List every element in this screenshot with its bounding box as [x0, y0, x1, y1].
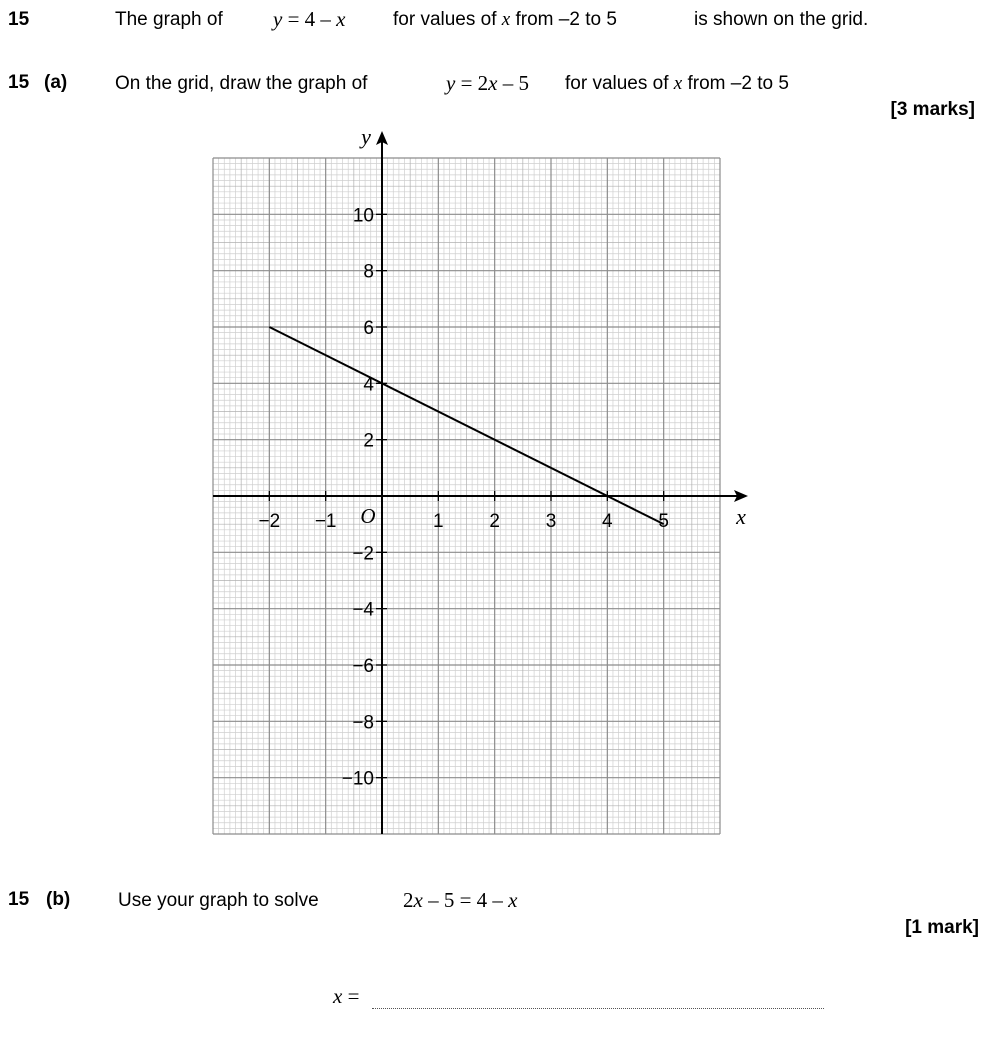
answer-prompt: [333, 986, 359, 1007]
x-axis-label: x: [736, 504, 746, 529]
part-b-marks: [1 mark]: [905, 917, 979, 938]
eq-var-y: y: [446, 71, 456, 95]
origin-label: O: [360, 504, 376, 528]
eq-end: – 5: [497, 71, 529, 95]
x-tick-label: −2: [258, 511, 281, 532]
y-axis-label: y: [361, 124, 371, 149]
eq-var-x1: x: [413, 888, 423, 912]
y-tick-label: 6: [363, 318, 374, 339]
range-text-a: for values of: [393, 9, 502, 30]
eq-rest: = 4 –: [282, 7, 337, 31]
y-tick-label: −2: [352, 543, 374, 565]
range-text-b: from –2 to 5: [682, 73, 789, 94]
range-var-x: x: [673, 73, 683, 94]
eq-a: 2: [403, 888, 414, 912]
question-number: 15: [8, 9, 30, 30]
question-intro-lead: The graph of: [115, 9, 223, 30]
part-a-number: 15: [8, 72, 30, 93]
answer-equals: =: [342, 984, 360, 1008]
y-tick-label: −8: [352, 712, 374, 734]
y-tick-label: 10: [352, 205, 374, 227]
part-b-number: 15: [8, 889, 30, 910]
y-tick-label: −4: [352, 599, 374, 621]
eq-mid: = 2: [455, 71, 489, 95]
x-tick-label: 4: [602, 511, 613, 532]
range-var-x: x: [501, 9, 511, 30]
question-intro-tail: is shown on the grid.: [694, 9, 869, 30]
axes: [213, 131, 748, 834]
x-tick-label: −1: [314, 511, 337, 532]
y-tick-label: 2: [363, 430, 374, 452]
range-text-a: for values of: [565, 73, 674, 94]
answer-line[interactable]: [372, 1008, 824, 1009]
part-a-label: (a): [44, 72, 68, 93]
x-tick-label: 1: [433, 511, 444, 532]
eq-var-x: x: [488, 71, 498, 95]
x-tick-label: 2: [489, 511, 500, 532]
eq-var-y: y: [273, 7, 283, 31]
part-a-marks: [3 marks]: [890, 99, 975, 120]
x-tick-label: 3: [545, 511, 557, 532]
part-a-instruction: On the grid, draw the graph of: [115, 73, 368, 94]
part-b-label: (b): [46, 889, 71, 910]
y-tick-label: −10: [341, 768, 374, 790]
y-tick-label: 8: [363, 261, 374, 283]
part-b-equation: [403, 890, 518, 911]
eq-var-x: x: [336, 7, 346, 31]
range-text-b: from –2 to 5: [510, 9, 617, 30]
answer-var-x: x: [333, 984, 343, 1008]
y-tick-label: 4: [363, 374, 374, 396]
eq-b: – 5 = 4 –: [422, 888, 509, 912]
x-tick-label: 5: [658, 511, 669, 532]
y-tick-label: −6: [352, 656, 374, 677]
eq-var-x2: x: [508, 888, 518, 912]
part-b-instruction: Use your graph to solve: [118, 890, 319, 911]
